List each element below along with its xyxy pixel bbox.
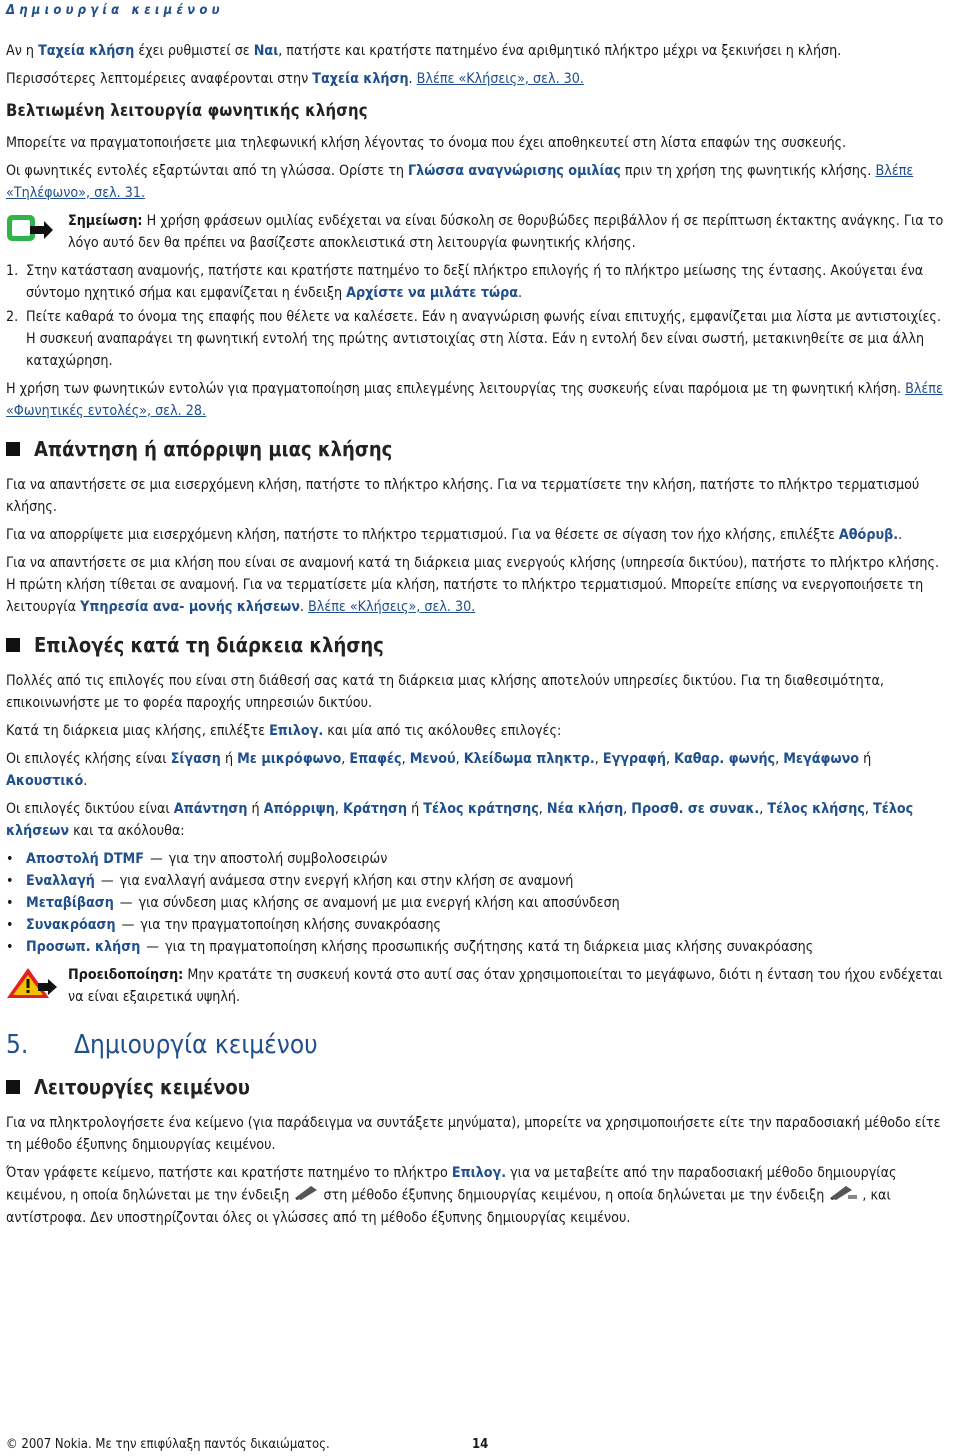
speed-dial-term: Ταχεία κλήση (312, 71, 409, 87)
voice-note: Σημείωση: Η χρήση φράσεων ομιλίας ενδέχεται να είναι δύσκολη σε θορυβώδες περιβάλλον ή σε περίπτωση έκτακτης ανάγκης. Για το λόγο αυτό δεν θα πρέπει να βασίζεστε αποκλειστικά στη λειτουργία φωνητικής κλήσης. (6, 210, 952, 254)
call-options-paragraph: Οι επιλογές κλήσης είναι Σίγαση ή Με μικρόφωνο, Επαφές, Μενού, Κλείδωμα πληκτρ., Εγγραφή, Καθαρ. φωνής, Μεγάφωνο ή Ακουστικό. (6, 751, 872, 789)
list-item: • Προσωπ. κλήση — για τη πραγματοποίηση κλήσης προσωπικής συζήτησης κατά τη διάρκεια μιας κλήσης συνακρόασης (6, 936, 952, 958)
page-footer (6, 1434, 489, 1456)
section-square-icon (6, 638, 20, 652)
text-functions-heading: Λειτουργίες κειμένου (6, 1076, 952, 1098)
bullet-icon: • (6, 895, 14, 911)
section-square-icon (6, 442, 20, 456)
call-waiting-setting: Υπηρεσία ανα- μονής κλήσεων (80, 599, 300, 615)
note-label: Σημείωση: (68, 213, 143, 229)
list-item: • Εναλλαγή — για εναλλαγή ανάμεσα στην ενεργή κλήση και στην κλήση σε αναμονή (6, 870, 952, 892)
answer-paragraph-1: Για να απαντήσετε σε μια εισερχόμενη κλήση, πατήστε το πλήκτρο κλήσης. Για να τερματίσετε την κλήση, πατήστε το πλήκτρο τερματισμού κλήσης. (6, 477, 920, 515)
speed-dial-paragraph: Αν η Ταχεία κλήση έχει ρυθμιστεί σε Ναι, πατήστε και κρατήστε πατημένο ένα αριθμητικό πλήκτρο μέχρι να ξεκινήσει η κλήση. (6, 43, 842, 59)
copyright-text: © 2007 Nokia. Με την επιφύλαξη παντός δικαιώματος. (6, 1437, 330, 1452)
answer-paragraph-3: Για να απαντήσετε σε μια κλήση που είναι σε αναμονή κατά τη διάρκεια μιας ενεργούς κλήσης (υπηρεσία δικτύου), πατήστε το πλήκτρο κλήσης. Η πρώτη κλήση τίθεται σε αναμονή. Για να τερματίσετε μία κλήση, πατήστε το πλήκτρο τερματισμού. Μπορείτε επίσης να ενεργοποιήσετε τη λειτουργία Υπηρεσία ανα- μονής κλήσεων. Βλέπε «Κλήσεις», σελ. 30. (6, 555, 940, 615)
answer-reject-heading: Απάντηση ή απόρριψη μιας κλήσης (6, 438, 952, 460)
voice-steps (6, 260, 952, 372)
running-header: Δημιουργία κειμένου (6, 3, 224, 18)
option-term: Καθαρ. φωνής (674, 751, 776, 767)
option-term: Προσθ. σε συνακ. (631, 801, 760, 817)
voice-paragraph-3: Η χρήση των φωνητικών εντολών για πραγματοποίηση μιας επιλεγμένης λειτουργίας της συσκευής είναι παρόμοια με τη φωνητική κλήση. Βλέπε «Φωνητικές εντολές», σελ. 28. (6, 381, 943, 419)
step-item: 1. Στην κατάσταση αναμονής, πατήστε και κρατήστε πατημένο το δεξί πλήκτρο επιλογής ή το πλήκτρο μείωσης της έντασης. Ακούγεται ένα σύντομο ηχητικό σήμα και εμφανίζεται η ένδειξη Αρχίστε να μιλάτε τώρα. (6, 263, 924, 301)
text-paragraph-1: Για να πληκτρολογήσετε ένα κείμενο (για παράδειγμα να συντάξετε μηνύματα), μπορείτε να χρησιμοποιήσετε είτε την παραδοσιακή μέθοδο είτε τη μέθοδο έξυπνης δημιουργίας κειμένου. (6, 1115, 941, 1153)
bullet-icon: • (6, 851, 14, 867)
option-term: Νέα κλήση (546, 801, 624, 817)
bullet-icon: • (6, 917, 14, 933)
option-term: Ακουστικό (6, 773, 84, 789)
page-content (6, 40, 952, 1235)
speak-now-text: Αρχίστε να μιλάτε τώρα (346, 285, 518, 301)
voice-dialing-heading: Βελτιωμένη λειτουργία φωνητικής κλήσης (6, 101, 368, 120)
warning-icon (6, 964, 68, 1008)
network-options-paragraph: Οι επιλογές δικτύου είναι Απάντηση ή Απόρριψη, Κράτηση ή Τέλος κράτησης, Νέα κλήση, Προσθ. σε συνακ., Τέλος κλήσης, Τέλος κλήσεων και τα ακόλουθα: (6, 801, 914, 839)
option-term: Μενού (409, 751, 456, 767)
option-term: Μεγάφωνο (783, 751, 860, 767)
speech-language-setting: Γλώσσα αναγνώρισης ομιλίας (408, 163, 621, 179)
list-item: • Μεταβίβαση — για σύνδεση μιας κλήσης σε αναμονή με μια ενεργή κλήση και αποσύνδεση (6, 892, 952, 914)
bullet-icon: • (6, 939, 14, 955)
list-item: • Αποστολή DTMF — για την αποστολή συμβολοσειρών (6, 848, 952, 870)
option-term: Τέλος κλήσεων (6, 801, 914, 839)
in-call-options-heading: Επιλογές κατά τη διάρκεια κλήσης (6, 634, 952, 656)
options-softkey: Επιλογ. (269, 723, 324, 739)
option-term: Με μικρόφωνο (237, 751, 342, 767)
yes-value: Ναι (253, 43, 279, 59)
option-term: Επαφές (349, 751, 402, 767)
answer-paragraph-2: Για να απορρίψετε μια εισερχόμενη κλήση, πατήστε το πλήκτρο τερματισμού. Για να θέσετε σε σίγαση τον ήχο κλήσης, επιλέξτε Αθόρυβ.. (6, 527, 903, 543)
option-term: Απάντηση (173, 801, 248, 817)
voice-commands-link[interactable]: Βλέπε «Φωνητικές εντολές», σελ. 28. (6, 381, 943, 419)
voice-paragraph-2: Οι φωνητικές εντολές εξαρτώνται από τη γλώσσα. Ορίστε τη Γλώσσα αναγνώρισης ομιλίας πριν τη χρήση της φωνητικής κλήσης. Βλέπε «Τηλέφωνο», σελ. 31. (6, 163, 914, 201)
option-term: Σίγαση (170, 751, 221, 767)
options-paragraph-1: Πολλές από τις επιλογές που είναι στη διάθεσή σας κατά τη διάρκεια μιας κλήσης αποτελούν υπηρεσίες δικτύου. Για τη διαθεσιμότητα, επικοινωνήστε με το φορέα παροχής υπηρεσιών δικτύου. (6, 673, 884, 711)
chapter-number: 5. (6, 1030, 29, 1060)
page-number: 14 (472, 1437, 489, 1452)
calls-link[interactable]: Βλέπε «Κλήσεις», σελ. 30. (416, 71, 584, 87)
step-item: 2. Πείτε καθαρά το όνομα της επαφής που θέλετε να καλέσετε. Εάν η αναγνώριση φωνής είναι επιτυχής, εμφανίζεται μια λίστα με αντιστοιχίες. Η συσκευή αναπαράγει τη φωνητική εντολή της πρώτης αντιστοιχίας στη λίστα. Εάν η εντολή δεν είναι σωστή, μετακινηθείτε σε μια άλλη καταχώρηση. (6, 309, 941, 369)
section-square-icon (6, 1080, 20, 1094)
traditional-input-pen-icon (293, 1184, 319, 1207)
option-term: Εγγραφή (602, 751, 666, 767)
network-options-list (6, 848, 952, 958)
voice-paragraph-1: Μπορείτε να πραγματοποιήσετε μια τηλεφωνική κλήση λέγοντας το όνομα που έχει αποθηκευτεί στη λίστα επαφών της συσκευής. (6, 135, 847, 151)
option-term: Κράτηση (343, 801, 408, 817)
options-softkey: Επιλογ. (451, 1165, 507, 1181)
note-icon (6, 210, 68, 254)
options-paragraph-2: Κατά τη διάρκεια μιας κλήσης, επιλέξτε Επιλογ. και μία από τις ακόλουθες επιλογές: (6, 723, 562, 739)
loudspeaker-warning: Προειδοποίηση: Μην κρατάτε τη συσκευή κοντά στο αυτί σας όταν χρησιμοποιείται το μεγάφωνο, διότι η ένταση του ήχου ενδέχεται να είναι εξαιρετικά υψηλή. (6, 964, 952, 1008)
chapter-heading (6, 1030, 952, 1060)
speed-dial-more-paragraph: Περισσότερες λεπτομέρειες αναφέρονται στην Ταχεία κλήση. Βλέπε «Κλήσεις», σελ. 30. (6, 71, 584, 87)
calls-link-2[interactable]: Βλέπε «Κλήσεις», σελ. 30. (308, 599, 476, 615)
speed-dial-setting: Ταχεία κλήση (38, 43, 135, 59)
bullet-icon: • (6, 873, 14, 889)
option-term: Τέλος κράτησης (423, 801, 539, 817)
predictive-input-pen-icon (828, 1184, 858, 1207)
option-term: Απόρριψη (263, 801, 335, 817)
silence-option: Αθόρυβ. (838, 527, 899, 543)
chapter-title: Δημιουργία κειμένου (74, 1030, 318, 1060)
list-item: • Συνακρόαση — για την πραγματοποίηση κλήσης συνακρόασης (6, 914, 952, 936)
warning-label: Προειδοποίηση: (68, 967, 184, 983)
text-paragraph-2: Όταν γράφετε κείμενο, πατήστε και κρατήστε πατημένο το πλήκτρο Επιλογ. για να μεταβείτε από την παραδοσιακή μέθοδο δημιουργίας κειμένου, η οποία δηλώνεται με την ένδειξη στη μέθοδο έξυπνης δημιουργίας κειμένου, η οποία δηλώνεται με την ένδειξη , και αντίστροφα. Δεν υποστηρίζονται όλες οι γλώσσες από τη μέθοδο έξυπνης δημιουργίας κειμένου. (6, 1165, 897, 1226)
option-term: Κλείδωμα πληκτρ. (463, 751, 595, 767)
phone-link[interactable]: Βλέπε «Τηλέφωνο», σελ. 31. (6, 163, 914, 201)
option-term: Τέλος κλήσης (767, 801, 865, 817)
